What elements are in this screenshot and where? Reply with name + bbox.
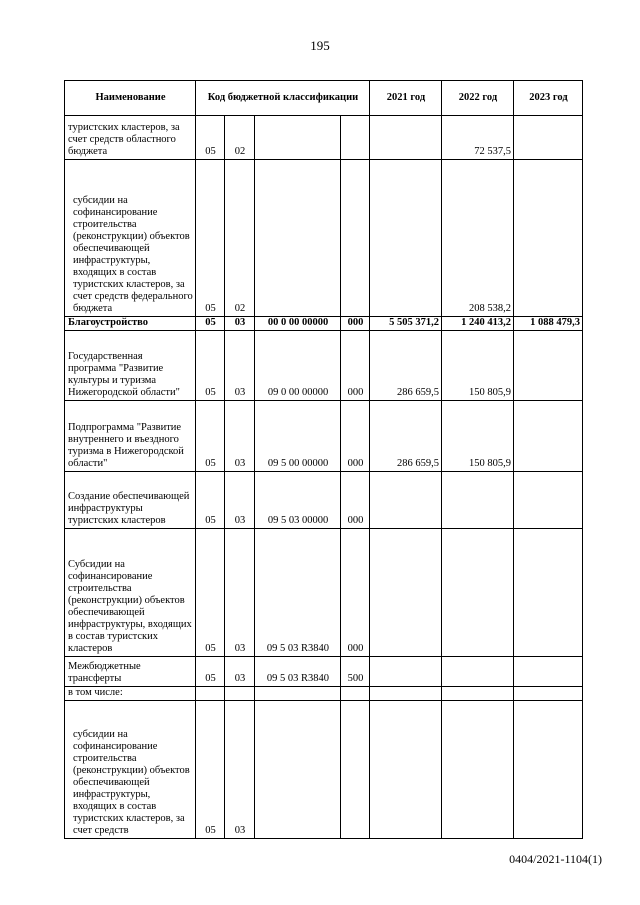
row-name: субсидии на софинансирование строительства (реконструкции) объектов обеспечивающей инфраструктуры, входящих в состав туристских кластеров, за счет средств xyxy=(65,701,196,839)
row-pr: 02 xyxy=(225,160,255,317)
row-2022 xyxy=(442,472,514,529)
header-2022: 2022 год xyxy=(442,81,514,116)
header-row xyxy=(65,81,583,116)
row-csr xyxy=(255,687,341,701)
row-2021 xyxy=(370,472,442,529)
header-2023: 2023 год xyxy=(514,81,583,116)
row-2021 xyxy=(370,116,442,160)
row-2022: 150 805,9 xyxy=(442,331,514,401)
table-row xyxy=(65,317,583,331)
row-rz: 05 xyxy=(196,657,225,687)
row-name: в том числе: xyxy=(65,687,196,701)
row-name: Подпрограмма "Развитие внутреннего и въездного туризма в Нижегородской области" xyxy=(65,401,196,472)
table-row xyxy=(65,160,583,317)
table-row xyxy=(65,687,583,701)
row-vr xyxy=(341,116,370,160)
row-2021: 286 659,5 xyxy=(370,331,442,401)
row-2021 xyxy=(370,701,442,839)
row-name: Субсидии на софинансирование строительства (реконструкции) объектов обеспечивающей инфраструктуры, входящих в состав туристских кластеров xyxy=(65,529,196,657)
row-name: Государственная программа "Развитие культуры и туризма Нижегородской области" xyxy=(65,331,196,401)
page-number: 195 xyxy=(310,38,330,53)
row-2021 xyxy=(370,160,442,317)
row-pr: 03 xyxy=(225,657,255,687)
row-2022: 150 805,9 xyxy=(442,401,514,472)
row-2022 xyxy=(442,701,514,839)
row-2021 xyxy=(370,529,442,657)
row-2023 xyxy=(514,687,583,701)
row-vr: 000 xyxy=(341,529,370,657)
row-vr xyxy=(341,160,370,317)
row-rz: 05 xyxy=(196,472,225,529)
row-2022: 72 537,5 xyxy=(442,116,514,160)
row-2021: 5 505 371,2 xyxy=(370,317,442,331)
row-rz xyxy=(196,687,225,701)
row-name: субсидии на софинансирование строительства (реконструкции) объектов обеспечивающей инфраструктуры, входящих в состав туристских кластеров, за счет средств федерального бюджета xyxy=(65,160,196,317)
table-row xyxy=(65,401,583,472)
row-csr: 09 5 03 R3840 xyxy=(255,657,341,687)
row-pr: 03 xyxy=(225,317,255,331)
row-name: Создание обеспечивающей инфраструктуры туристских кластеров xyxy=(65,472,196,529)
row-2023 xyxy=(514,401,583,472)
row-2023 xyxy=(514,116,583,160)
header-name: Наименование xyxy=(65,81,196,116)
row-csr: 09 5 00 00000 xyxy=(255,401,341,472)
row-csr xyxy=(255,116,341,160)
row-rz: 05 xyxy=(196,401,225,472)
row-2022 xyxy=(442,687,514,701)
row-rz: 05 xyxy=(196,331,225,401)
row-csr xyxy=(255,701,341,839)
row-rz: 05 xyxy=(196,317,225,331)
table-row xyxy=(65,701,583,839)
table-row xyxy=(65,331,583,401)
row-vr: 500 xyxy=(341,657,370,687)
row-vr: 000 xyxy=(341,331,370,401)
row-2022: 208 538,2 xyxy=(442,160,514,317)
table-row xyxy=(65,657,583,687)
row-pr: 02 xyxy=(225,116,255,160)
row-2021: 286 659,5 xyxy=(370,401,442,472)
row-2023 xyxy=(514,472,583,529)
row-rz: 05 xyxy=(196,160,225,317)
row-vr: 000 xyxy=(341,401,370,472)
row-vr xyxy=(341,687,370,701)
row-csr: 00 0 00 00000 xyxy=(255,317,341,331)
row-name: Межбюджетные трансферты xyxy=(65,657,196,687)
row-pr: 03 xyxy=(225,401,255,472)
row-pr: 03 xyxy=(225,472,255,529)
row-vr: 000 xyxy=(341,317,370,331)
row-2023 xyxy=(514,701,583,839)
row-2021 xyxy=(370,657,442,687)
row-csr: 09 5 03 00000 xyxy=(255,472,341,529)
row-rz: 05 xyxy=(196,529,225,657)
table-row xyxy=(65,472,583,529)
row-2023: 1 088 479,3 xyxy=(514,317,583,331)
row-2023 xyxy=(514,331,583,401)
row-vr: 000 xyxy=(341,472,370,529)
row-pr: 03 xyxy=(225,331,255,401)
row-pr: 03 xyxy=(225,529,255,657)
row-csr: 09 0 00 00000 xyxy=(255,331,341,401)
row-csr xyxy=(255,160,341,317)
budget-table xyxy=(64,80,583,839)
row-pr: 03 xyxy=(225,701,255,839)
table-row xyxy=(65,116,583,160)
row-rz: 05 xyxy=(196,701,225,839)
row-2023 xyxy=(514,160,583,317)
row-vr xyxy=(341,701,370,839)
header-code: Код бюджетной классификации xyxy=(196,81,370,116)
row-2021 xyxy=(370,687,442,701)
row-2022: 1 240 413,2 xyxy=(442,317,514,331)
table-row xyxy=(65,529,583,657)
row-2022 xyxy=(442,657,514,687)
row-2023 xyxy=(514,657,583,687)
row-rz: 05 xyxy=(196,116,225,160)
row-pr xyxy=(225,687,255,701)
row-2023 xyxy=(514,529,583,657)
row-csr: 09 5 03 R3840 xyxy=(255,529,341,657)
row-2022 xyxy=(442,529,514,657)
document-code: 0404/2021-1104(1) xyxy=(509,852,602,866)
row-name: Благоустройство xyxy=(65,317,196,331)
header-2021: 2021 год xyxy=(370,81,442,116)
row-name: туристских кластеров, за счет средств областного бюджета xyxy=(65,116,196,160)
